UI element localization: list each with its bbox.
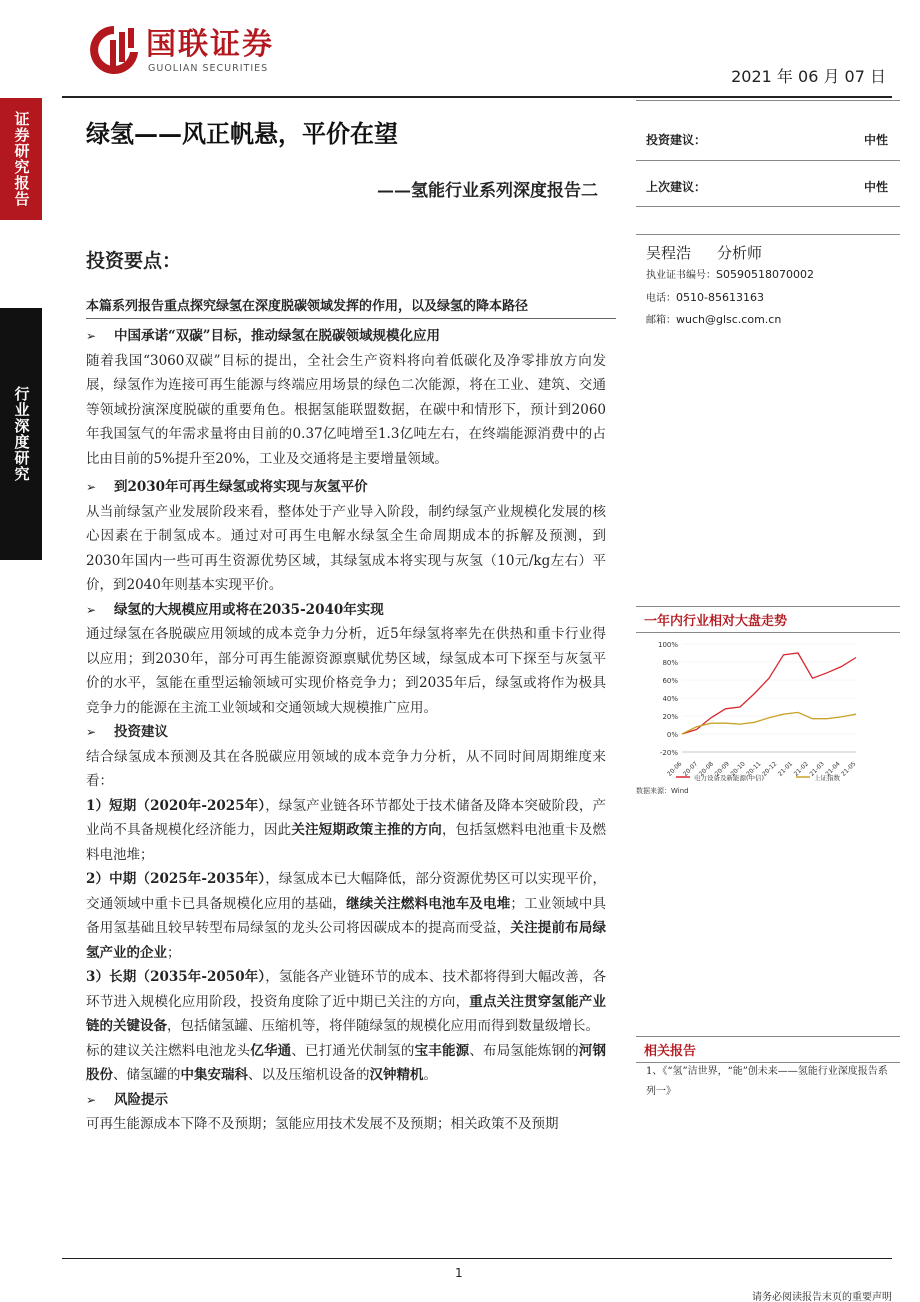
- sidebar-report-category: [0, 308, 42, 560]
- arrow-bullet-icon: ➢: [86, 602, 97, 617]
- point-text: 随着我国“3060双碳”目标的提出，全社会生产资料将向着低碳化及净零排放方向发展，绿氢作为连接可再生能源与终端应用场景的绿色二次能源，将在工业、建筑、交通等领域扮演深度脱碳的重要角色。根据氢能联盟数据，在碳中和情形下，预计到2060年我国氢气的年需求量将由目前的0.37亿吨增至1.3亿吨左右，在终端能源消费中的占比由目前的5%提升至20%，工业及交通将是主要增量领域。: [86, 352, 606, 467]
- x-tick-label: 21-01: [776, 760, 795, 778]
- related-report-link[interactable]: 1、《“氢”洁世界，“能”创未来——氢能行业深度报告系列一》: [646, 1066, 888, 1097]
- key-points-body: [86, 324, 606, 1137]
- cert-value: S0590518070002: [716, 268, 814, 281]
- y-tick-label: 0%: [666, 731, 678, 739]
- chart-source: 数据来源：Wind: [636, 787, 689, 795]
- current-rating-label: 投资建议：: [646, 133, 707, 147]
- x-tick-label: 20-10: [729, 760, 747, 778]
- rating-divider: [636, 160, 900, 161]
- x-tick-label: 20-12: [761, 760, 779, 778]
- analyst-cert: [646, 266, 814, 281]
- cert-label: 执业证书编号：: [646, 270, 716, 281]
- arrow-bullet-icon: ➢: [86, 329, 97, 343]
- phone-label: 电话：: [646, 293, 676, 304]
- x-tick-label: 20-11: [745, 760, 763, 778]
- y-tick-label: -20%: [659, 749, 678, 757]
- report-date: 2021 年 06 月 07 日: [731, 67, 886, 86]
- x-tick-label: 21-04: [824, 760, 842, 778]
- current-rating-value: 中性: [863, 133, 888, 147]
- arrow-bullet-icon: ➢: [86, 1092, 97, 1107]
- legend-label: 电力设备及新能源(中信): [694, 774, 765, 782]
- relative-performance-chart: [646, 634, 896, 784]
- analyst-phone: [646, 289, 764, 304]
- analyst-divider: [636, 234, 900, 235]
- chart-panel-title: 一年内行业相对大盘走势: [636, 606, 900, 633]
- x-tick-label: 20-06: [666, 760, 684, 778]
- analyst-name-block: [646, 242, 788, 263]
- page-number: 1: [455, 1266, 463, 1280]
- series-line: [682, 712, 856, 734]
- invest-long-term: 3）长期（2035年-2050年），氢能各产业链环节的成本、技术都将得到大幅改善，各环节进入规模化应用阶段，投资角度除了近中期已关注的方向，重点关注贯穿氢能产业链的关键设备，包括储氢罐、压缩机等，将伴随绿氢的规模化应用而得到数量级增长。: [86, 969, 606, 1034]
- rating-divider: [636, 206, 900, 207]
- analyst-name: 吴程浩: [646, 244, 692, 262]
- invest-intro: 结合绿氢成本预测及其在各脱碳应用领域的成本竞争力分析，从不同时间周期维度来看：: [86, 748, 606, 789]
- x-tick-label: 20-08: [697, 760, 716, 778]
- lead-divider: [86, 318, 616, 319]
- series-line: [682, 653, 856, 734]
- sidebar-top-label: 证券研究报告: [12, 111, 31, 207]
- x-tick-label: 20-07: [681, 760, 700, 778]
- brand-name-en: GUOLIAN SECURITIES: [148, 63, 269, 74]
- header-divider: [62, 96, 892, 98]
- x-tick-label: 21-05: [840, 760, 858, 778]
- risk-heading: ➢ 风险提示: [86, 1088, 606, 1113]
- arrow-bullet-icon: ➢: [86, 725, 97, 739]
- x-tick-label: 21-03: [808, 760, 826, 778]
- point-text: 通过绿氢在各脱碳应用领域的成本竞争力分析，近5年绿氢将率先在供热和重卡行业得以应用；到2030年，部分可再生能源资源禀赋优势区域，绿氢成本可下探至与灰氢平价的水平，氢能在重型运输领域可实现价格竞争力；到2035年后，绿氢或将作为极具竞争力的能源在主流工业领域和交通领域大规模推广应用。: [86, 626, 606, 716]
- invest-mid-term: 2）中期（2025年-2035年），绿氢成本已大幅降低，部分资源优势区可以实现平价，交通领域中重卡已具备规模化应用的基础，继续关注燃料电池车及电堆；工业领域中具备用氢基础且较早转型布局绿氢的龙头公司将因碳成本的提高而受益，关注提前布局绿氢产业的企业；: [86, 871, 607, 961]
- logo-mark-icon: [86, 22, 142, 80]
- lead-summary: 本篇系列报告重点探究绿氢在深度脱碳领域发挥的作用，以及绿氢的降本路径: [86, 299, 529, 314]
- sidebar-bottom-label: 行业深度研究: [12, 386, 31, 482]
- point-heading: ➢ 到2030年可再生绿氢或将实现与灰氢平价: [86, 475, 606, 500]
- invest-targets: 标的建议关注燃料电池龙头亿华通、已打通光伏制氢的宝丰能源、布局氢能炼钢的河钢股份、储氢罐的中集安瑞科、以及压缩机设备的汉钟精机。: [86, 1042, 607, 1083]
- invest-short-term: 1）短期（2020年-2025年），绿氢产业链各环节都处于技术储备及降本突破阶段，产业尚不具备规模化经济能力，因此关注短期政策主推的方向，包括氢燃料电池重卡及燃料电池堆；: [86, 797, 607, 863]
- y-tick-label: 40%: [662, 695, 678, 703]
- y-tick-label: 20%: [662, 713, 678, 721]
- related-reports-title: 相关报告: [636, 1036, 900, 1063]
- footer-divider: [62, 1258, 892, 1259]
- analyst-email: [646, 311, 781, 326]
- rating-divider: [636, 100, 900, 101]
- previous-rating-value: 中性: [863, 180, 888, 194]
- arrow-bullet-icon: ➢: [86, 480, 97, 494]
- report-subtitle: ——氢能行业系列深度报告二: [377, 181, 598, 201]
- phone-value: 0510-85613163: [676, 291, 764, 304]
- current-rating: [646, 131, 888, 148]
- legend-label: 上证指数: [814, 774, 840, 782]
- previous-rating-label: 上次建议：: [646, 180, 707, 194]
- x-tick-label: 20-09: [713, 760, 731, 778]
- report-title: 绿氢——风正帆悬，平价在望: [86, 119, 398, 148]
- point-text: 从当前绿氢产业发展阶段来看，整体处于产业导入阶段，制约绿氢产业规模化发展的核心因素在于制氢成本。通过对可再生电解水绿氢全生命周期成本的拆解及预测，到2030年国内一些可再生资源优势区域，其绿氢成本将实现与灰氢（10元/kg左右）平价，到2040年则基本实现平价。: [86, 503, 606, 593]
- y-tick-label: 100%: [657, 641, 678, 649]
- y-tick-label: 80%: [662, 659, 678, 667]
- x-tick-label: 21-02: [792, 760, 810, 778]
- point-heading: ➢ 绿氢的大规模应用或将在2035-2040年实现: [86, 598, 606, 623]
- company-logo: [86, 22, 274, 80]
- analyst-role: 分析师: [717, 244, 763, 262]
- sidebar-report-type: [0, 98, 42, 220]
- invest-heading: ➢ 投资建议: [86, 720, 606, 745]
- point-heading: ➢ 中国承诺“双碳”目标，推动绿氢在脱碳领域规模化应用: [86, 324, 606, 349]
- footer-disclaimer: 请务必阅读报告末页的重要声明: [752, 1292, 892, 1302]
- y-tick-label: 60%: [662, 677, 678, 685]
- section-heading: 投资要点：: [86, 250, 182, 272]
- previous-rating: [646, 178, 888, 195]
- email-label: 邮箱：: [646, 315, 676, 326]
- email-value[interactable]: wuch@glsc.com.cn: [676, 313, 782, 326]
- risk-text: 可再生能源成本下降不及预期；氢能应用技术发展不及预期；相关政策不及预期: [86, 1116, 559, 1132]
- brand-name-cn: 国联证券: [146, 27, 274, 62]
